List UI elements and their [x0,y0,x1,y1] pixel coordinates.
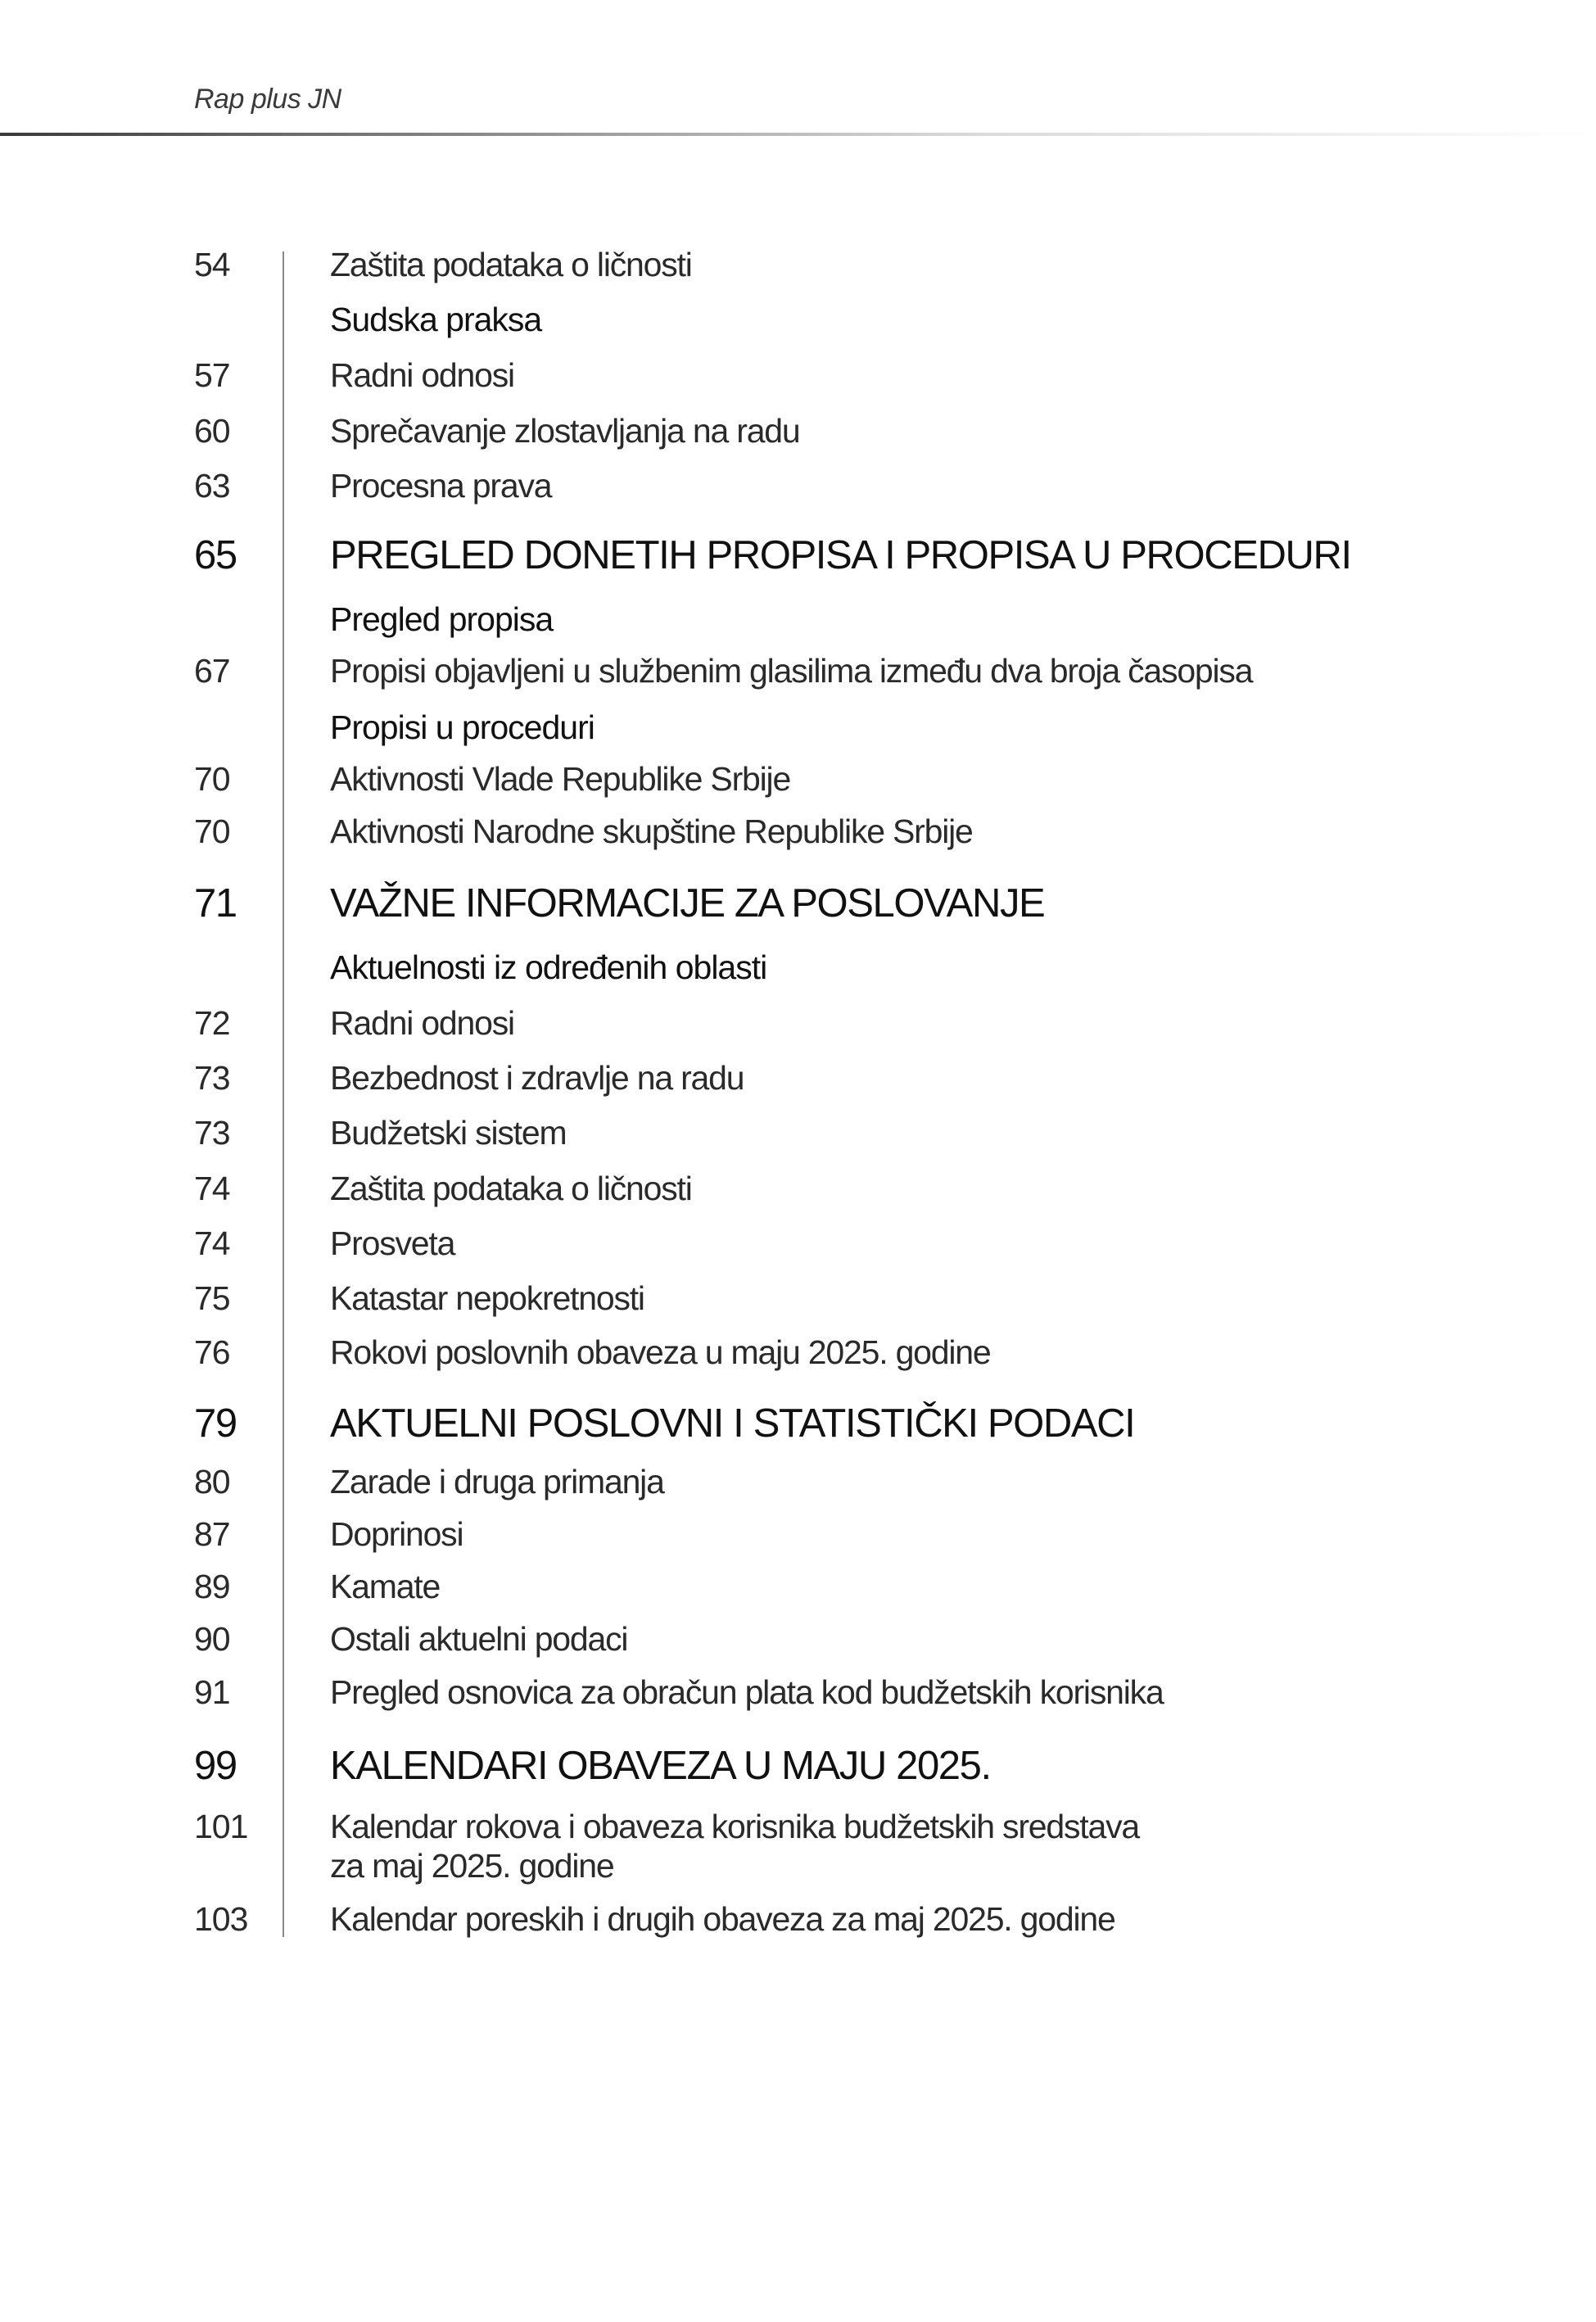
toc-title: Aktuelnosti iz određenih oblasti [330,948,767,986]
toc-title: Budžetski sistem [330,1114,567,1152]
toc-page-number: 101 [194,1808,248,1845]
toc-page-number: 103 [194,1900,248,1938]
toc-page-number: 70 [194,812,230,850]
toc-title: Ostali aktuelni podaci [330,1620,628,1658]
toc-title: Kalendar poreskih i drugih obaveza za maj 2025. godine [330,1900,1115,1938]
toc-vertical-divider [283,251,284,1937]
toc-title: Sprečavanje zlostavljanja na radu [330,412,800,450]
toc-page-number: 79 [194,1401,237,1446]
toc-title: Zaštita podataka o ličnosti [330,246,692,283]
toc-title-line-1: Kalendar rokova i obaveza korisnika budžetskih sredstava [330,1808,1139,1845]
toc-title-line-2: za maj 2025. godine [330,1847,614,1885]
toc-page-number: 54 [194,246,230,283]
toc-page-number: 60 [194,412,230,450]
toc-title: Pregled propisa [330,600,554,638]
toc-title: VAŽNE INFORMACIJE ZA POSLOVANJE [330,881,1045,926]
toc-page-number: 90 [194,1620,230,1658]
toc-page-number: 63 [194,467,230,505]
toc-page-number: 87 [194,1515,230,1553]
toc-title: Prosveta [330,1224,455,1262]
toc-title: Procesna prava [330,467,552,505]
header-rule [0,133,1596,136]
toc-title: Aktivnosti Vlade Republike Srbije [330,760,791,798]
toc-title: Bezbednost i zdravlje na radu [330,1059,744,1097]
toc-page-number: 80 [194,1463,230,1500]
toc-page-number: 91 [194,1673,230,1711]
toc-page-number: 73 [194,1114,230,1152]
toc-title: Radni odnosi [330,1004,514,1042]
toc-title: Propisi objavljeni u službenim glasilima između dva broja časopisa [330,652,1253,690]
toc-page-number: 57 [194,356,230,394]
toc-title: Radni odnosi [330,356,514,394]
toc-title: AKTUELNI POSLOVNI I STATISTIČKI PODACI [330,1401,1135,1446]
toc-page-number: 89 [194,1568,230,1605]
toc-title: KALENDARI OBAVEZA U MAJU 2025. [330,1744,991,1788]
toc-page-number: 76 [194,1333,230,1371]
toc-title: Aktivnosti Narodne skupštine Republike Srbije [330,812,973,850]
toc-title: Sudska praksa [330,301,542,338]
toc-title: Pregled osnovica za obračun plata kod budžetskih korisnika [330,1673,1164,1711]
toc-title: Kamate [330,1568,441,1605]
toc-page-number: 71 [194,881,237,926]
toc-title: Propisi u proceduri [330,708,595,746]
toc-title: Katastar nepokretnosti [330,1279,644,1317]
running-head: Rap plus JN [194,84,341,115]
toc-title: PREGLED DONETIH PROPISA I PROPISA U PROCEDURI [330,533,1351,577]
toc-page-number: 72 [194,1004,230,1042]
toc-page-number: 99 [194,1744,237,1788]
toc-page-number: 67 [194,652,230,690]
toc-page-number: 73 [194,1059,230,1097]
toc-title [330,1808,1139,1886]
toc-page-number: 70 [194,760,230,798]
toc-page-number: 74 [194,1224,230,1262]
toc-title: Doprinosi [330,1515,463,1553]
toc-title: Zaštita podataka o ličnosti [330,1170,692,1207]
toc-page-number: 75 [194,1279,230,1317]
toc-title: Rokovi poslovnih obaveza u maju 2025. godine [330,1333,991,1371]
toc-page-number: 74 [194,1170,230,1207]
toc-page-number: 65 [194,533,237,577]
toc-title: Zarade i druga primanja [330,1463,664,1500]
